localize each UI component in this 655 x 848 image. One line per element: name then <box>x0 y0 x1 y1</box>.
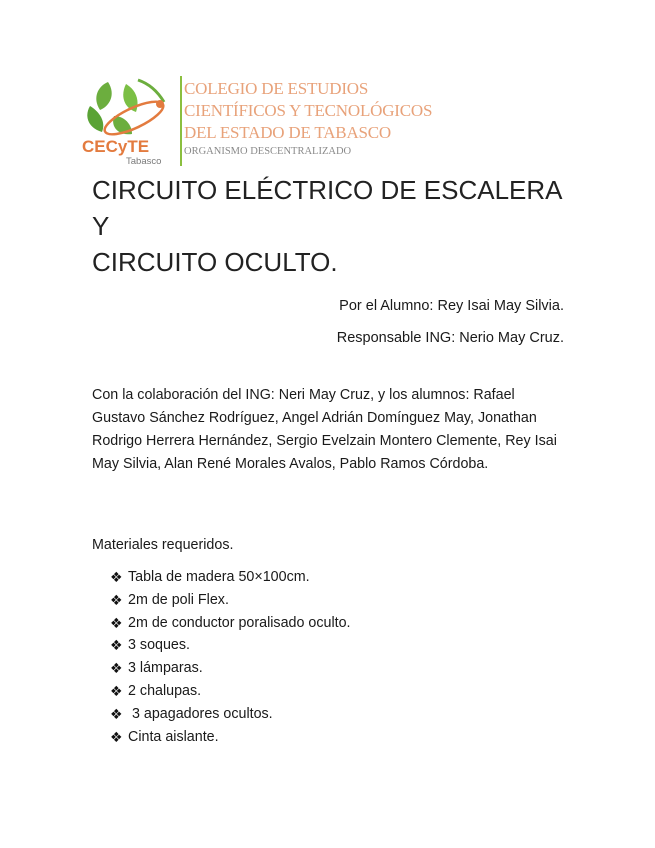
author-line: Por el Alumno: Rey Isai May Silvia. <box>339 298 564 314</box>
title-line-1: CIRCUITO ELÉCTRICO DE ESCALERA Y <box>92 175 562 241</box>
materials-heading: Materiales requeridos. <box>92 537 234 553</box>
title-line-2: CIRCUITO OCULTO. <box>92 247 338 277</box>
four-diamond-bullet-icon: ❖ <box>110 660 123 677</box>
four-diamond-bullet-icon: ❖ <box>110 614 123 631</box>
four-diamond-bullet-icon: ❖ <box>110 682 123 699</box>
org-line-2: CIENTÍFICOS Y TECNOLÓGICOS <box>184 101 433 120</box>
org-line-1: COLEGIO DE ESTUDIOS <box>184 79 369 98</box>
logo-wordmark: CECyTE <box>82 137 150 156</box>
four-diamond-bullet-icon: ❖ <box>110 705 123 722</box>
logo-subtext: Tabasco <box>126 156 162 166</box>
list-item: ❖ 2m de poli Flex. <box>110 589 351 612</box>
document-title <box>92 172 562 280</box>
four-diamond-bullet-icon: ❖ <box>110 591 123 608</box>
credits <box>92 290 564 354</box>
collaboration-paragraph: Con la colaboración del ING: Neri May Cruz, y los alumnos: Rafael Gustavo Sánchez Rodríguez, Angel Adrián Domínguez May, Jonathan Rodrigo Herrera Hernández, Sergio Evelzain Montero Clemente, Rey Isai May Silvia, Alan René Morales Avalos, Pablo Ramos Córdoba. <box>92 387 557 472</box>
institution-header <box>80 72 460 168</box>
list-item: ❖ Cinta aislante. <box>110 726 351 749</box>
institution-name <box>184 78 464 157</box>
list-item: ❖ 3 soques. <box>110 634 351 657</box>
four-diamond-bullet-icon: ❖ <box>110 728 123 745</box>
org-subtitle: ORGANISMO DESCENTRALIZADO <box>184 146 352 157</box>
cecyte-logo <box>80 76 176 166</box>
org-line-3: DEL ESTADO DE TABASCO <box>184 123 391 142</box>
list-item: ❖ 3 apagadores ocultos. <box>110 703 351 726</box>
list-item: ❖ 2m de conductor poralisado oculto. <box>110 612 351 635</box>
four-diamond-bullet-icon: ❖ <box>110 569 123 585</box>
list-item: ❖ Tabla de madera 50×100cm. <box>110 566 351 589</box>
header-divider <box>180 76 182 166</box>
list-item: ❖ 2 chalupas. <box>110 680 351 703</box>
four-diamond-bullet-icon: ❖ <box>110 637 123 654</box>
materials-list <box>110 566 351 748</box>
list-item: ❖ 3 lámparas. <box>110 657 351 680</box>
responsible-line: Responsable ING: Nerio May Cruz. <box>336 330 564 346</box>
